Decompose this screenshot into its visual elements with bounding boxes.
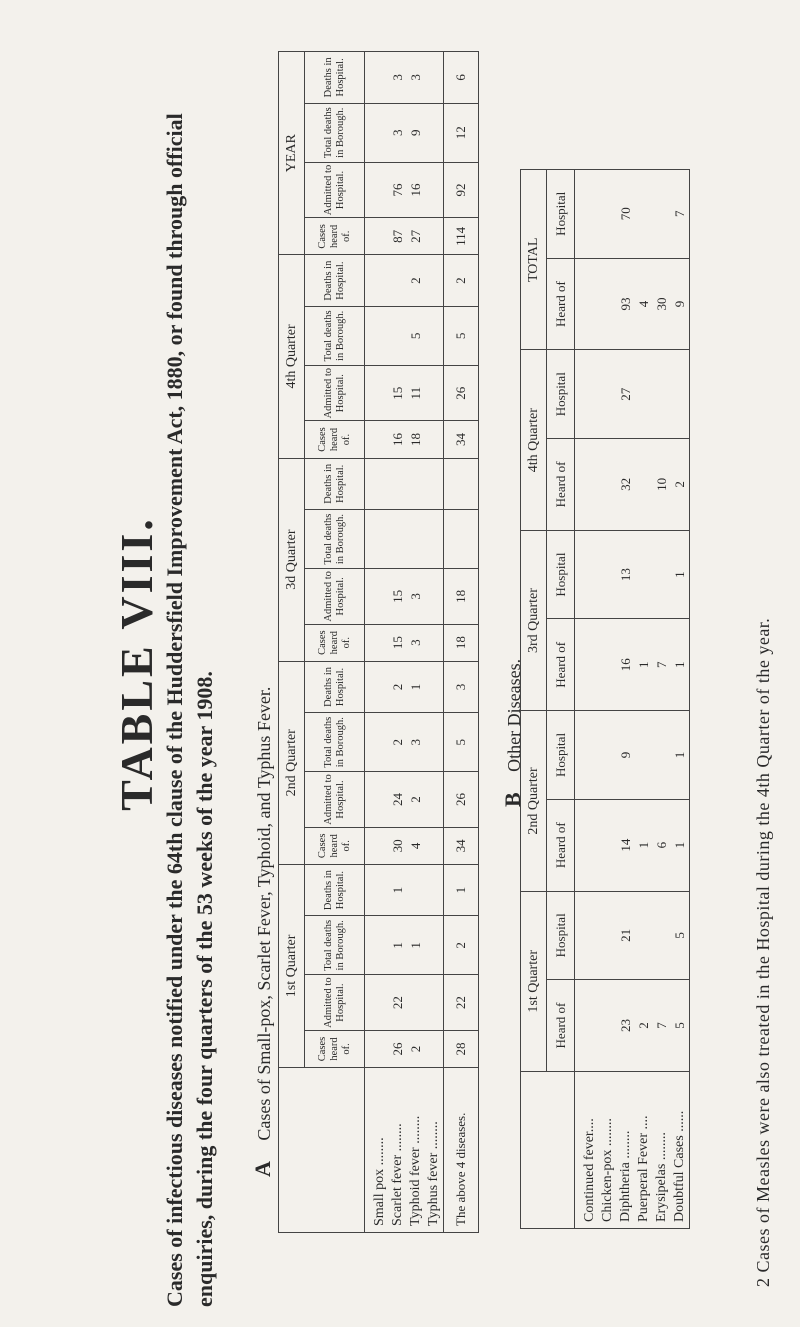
footnote: 2 Cases of Measles were also treated in the Hospital during the 4th Quarter of the year. (753, 617, 773, 1287)
total-cell: 26 (444, 365, 479, 421)
cell (371, 1031, 389, 1067)
data-column (575, 711, 690, 799)
cell (407, 510, 425, 568)
cell (635, 439, 653, 530)
data-column (365, 661, 444, 713)
cell: 70 (618, 207, 633, 221)
column-header: Total deaths in Borough. (305, 916, 365, 975)
data-column (575, 350, 690, 438)
cell (389, 459, 407, 510)
cell: 3 (390, 129, 405, 136)
total-cell: 22 (444, 975, 479, 1031)
cell (425, 865, 443, 916)
cell (425, 52, 443, 103)
cell (371, 366, 389, 421)
column-header: Hospital (547, 530, 575, 618)
row-label: Erysipelas ........ (654, 1132, 669, 1222)
column-header: Deaths in Hospital. (305, 458, 365, 510)
row-label: Diphtheria ........ (618, 1130, 633, 1222)
column-header: Deaths in Hospital. (305, 864, 365, 916)
cell (371, 916, 389, 974)
group-header: 2nd Quarter (279, 661, 305, 864)
cell (581, 439, 599, 530)
group-header: 3d Quarter (279, 458, 305, 661)
data-column (365, 864, 444, 916)
cell (599, 800, 617, 891)
cell: 26 (390, 1042, 405, 1056)
data-column (575, 530, 690, 618)
cell: 3 (408, 738, 423, 746)
row-label: Small pox ........ (372, 1137, 387, 1226)
data-column (575, 619, 690, 711)
cell (371, 865, 389, 916)
total-cell: 12 (444, 103, 479, 162)
total-cell: 92 (444, 162, 479, 218)
data-column (365, 510, 444, 569)
cell (371, 772, 389, 827)
column-header: Cases heard of. (305, 624, 365, 661)
data-column (365, 772, 444, 828)
cell (407, 865, 425, 916)
group-header: 2nd Quarter (521, 711, 547, 891)
cell: 15 (390, 589, 405, 603)
cell (425, 459, 443, 510)
total-cell: 2 (444, 916, 479, 975)
cell (425, 218, 443, 254)
cell (581, 980, 599, 1071)
cell (425, 569, 443, 624)
cell (653, 892, 671, 979)
total-label: The above 4 diseases. (444, 1068, 479, 1233)
total-cell: 114 (444, 218, 479, 255)
total-cell: 18 (444, 624, 479, 661)
group-header: TOTAL (521, 170, 547, 351)
cell: 16 (390, 433, 405, 447)
data-column (365, 975, 444, 1031)
cell: 10 (654, 477, 669, 491)
data-column (365, 365, 444, 421)
cell (425, 975, 443, 1030)
data-column (575, 980, 690, 1072)
total-cell: 5 (444, 306, 479, 365)
cell: 2 (636, 1022, 651, 1029)
cell: 11 (408, 386, 423, 400)
cell: 2 (672, 481, 687, 488)
cell: 30 (390, 839, 405, 853)
cell (581, 259, 599, 350)
column-header: Hospital (547, 711, 575, 799)
cell (653, 170, 671, 258)
row-label: Continued fever.... (582, 1118, 597, 1222)
total-cell: 5 (444, 713, 479, 772)
cell: 6 (654, 841, 669, 849)
cell (599, 351, 617, 438)
page-subtitle: Cases of infectious diseases notified under the 64th clause of the Huddersfield Improvement Act, 1880, or found through official enquiries, during the four quarters of the 53 weeks of the year 1908. (162, 113, 217, 1307)
column-header: Heard of (547, 799, 575, 891)
group-header: 3rd Quarter (521, 530, 547, 710)
cell: 7 (672, 210, 687, 218)
table-a-body (365, 52, 444, 1233)
cell (371, 713, 389, 771)
cell (425, 625, 443, 661)
cell (425, 510, 443, 568)
cell (389, 510, 407, 568)
page-title: TABLE VIII. (111, 516, 162, 811)
cell (653, 711, 671, 798)
column-header: Admitted to Hospital. (305, 569, 365, 625)
cell: 32 (618, 477, 633, 491)
cell (581, 351, 599, 438)
cell (581, 711, 599, 798)
cell: 93 (618, 297, 633, 311)
data-column (365, 306, 444, 365)
cell: 1 (672, 571, 687, 578)
cell: 1 (390, 886, 405, 894)
cell: 14 (618, 838, 633, 852)
cell: 24 (390, 793, 405, 806)
cell (371, 569, 389, 624)
data-column (575, 891, 690, 979)
column-header: Cases heard of. (305, 421, 365, 458)
cell: 27 (408, 229, 423, 243)
group-header: 1st Quarter (521, 891, 547, 1071)
table-a-total-row (444, 52, 479, 1233)
cell (407, 975, 425, 1030)
cell (599, 439, 617, 530)
cell: 16 (408, 183, 423, 197)
cell (425, 916, 443, 974)
table-b-body (575, 170, 690, 1229)
total-cell: 26 (444, 772, 479, 828)
column-header: Deaths in Hospital. (305, 255, 365, 307)
section-a-letter: A (250, 1161, 275, 1177)
data-column (575, 438, 690, 530)
total-cell: 18 (444, 569, 479, 625)
data-column (365, 569, 444, 625)
cell (581, 892, 599, 979)
data-column (365, 255, 444, 307)
cell: 2 (408, 1045, 423, 1053)
cell (635, 711, 653, 798)
cell: 2 (408, 796, 423, 803)
column-header: Hospital (547, 350, 575, 438)
cell: 5 (672, 932, 687, 939)
cell (371, 662, 389, 713)
row-labels (365, 1068, 444, 1233)
row-label: Scarlet fever ........ (390, 1123, 405, 1226)
cell: 1 (390, 942, 405, 949)
data-column (365, 1030, 444, 1067)
cell (635, 170, 653, 258)
cell (389, 307, 407, 365)
cell: 1 (672, 661, 687, 669)
cell (653, 351, 671, 438)
row-label: Typhoid fever ........ (408, 1115, 423, 1226)
cell (599, 619, 617, 710)
table-a (278, 51, 479, 1233)
total-cell: 28 (444, 1030, 479, 1067)
data-column (365, 52, 444, 104)
cell (599, 892, 617, 979)
data-column (365, 624, 444, 661)
data-column (575, 799, 690, 891)
column-header: Deaths in Hospital. (305, 661, 365, 713)
cell (371, 421, 389, 457)
cell (425, 1031, 443, 1067)
section-a-caption: Cases of Small-pox, Scarlet Fever, Typhoid, and Typhus Fever. (254, 686, 274, 1141)
cell (425, 772, 443, 827)
cell: 1 (636, 661, 651, 669)
column-header: Heard of (547, 258, 575, 350)
cell: 1 (672, 751, 687, 759)
cell: 2 (408, 277, 423, 284)
total-cell: 6 (444, 52, 479, 104)
cell: 13 (618, 568, 633, 582)
data-column (365, 458, 444, 510)
column-header: Cases heard of. (305, 218, 365, 255)
cell: 5 (408, 332, 423, 340)
cell: 3 (408, 593, 423, 600)
total-cell: 34 (444, 827, 479, 864)
row-labels (575, 1072, 690, 1229)
cell (599, 711, 617, 798)
cell: 87 (390, 229, 405, 243)
total-cell (444, 510, 479, 569)
column-header: Hospital (547, 170, 575, 259)
cell: 76 (390, 183, 405, 197)
cell (425, 163, 443, 218)
cell: 15 (390, 386, 405, 400)
cell (599, 980, 617, 1071)
cell (635, 892, 653, 979)
cell (425, 366, 443, 421)
table-b-corner (521, 1072, 575, 1229)
cell: 21 (618, 928, 633, 942)
cell (371, 510, 389, 568)
cell: 9 (408, 129, 423, 136)
cell: 5 (672, 1022, 687, 1029)
cell (371, 307, 389, 365)
cell (371, 828, 389, 864)
cell: 3 (408, 639, 423, 646)
cell: 9 (672, 300, 687, 308)
section-b-caption: Other Diseases. (504, 658, 524, 772)
cell (371, 625, 389, 661)
data-column (575, 258, 690, 350)
cell (581, 170, 599, 258)
column-header: Total deaths in Borough. (305, 103, 365, 162)
section-a-heading (250, 687, 276, 1177)
column-header: Hospital (547, 891, 575, 979)
cell: 4 (408, 842, 423, 850)
cell: 16 (618, 658, 633, 672)
cell (371, 459, 389, 510)
cell (407, 459, 425, 510)
cell (425, 104, 443, 162)
cell: 1 (408, 683, 423, 691)
column-header: Admitted to Hospital. (305, 162, 365, 218)
data-column (365, 218, 444, 255)
group-header: 1st Quarter (279, 864, 305, 1067)
cell: 7 (654, 1022, 669, 1029)
section-b-letter: B (500, 792, 525, 807)
row-label: Chicken-pox ........ (600, 1118, 615, 1222)
cell (653, 531, 671, 618)
cell (599, 170, 617, 258)
column-header: Heard of (547, 980, 575, 1072)
cell (581, 619, 599, 710)
cell: 18 (408, 433, 423, 447)
column-header: Cases heard of. (305, 1030, 365, 1067)
cell: 15 (390, 636, 405, 650)
column-header: Admitted to Hospital. (305, 772, 365, 828)
total-cell: 3 (444, 661, 479, 713)
cell: 2 (390, 738, 405, 746)
cell (581, 531, 599, 618)
cell (635, 351, 653, 438)
cell (371, 218, 389, 254)
data-column (365, 827, 444, 864)
data-column (365, 421, 444, 458)
column-header: Admitted to Hospital. (305, 975, 365, 1031)
group-header: 4th Quarter (279, 255, 305, 458)
cell: 1 (672, 841, 687, 849)
cell: 1 (408, 942, 423, 949)
row-label: Doubtful Cases ...... (672, 1110, 687, 1222)
row-label: Puerperal Fever .... (636, 1115, 651, 1222)
total-cell: 34 (444, 421, 479, 458)
column-header: Total deaths in Borough. (305, 713, 365, 772)
group-header: 4th Quarter (521, 350, 547, 530)
cell: 1 (636, 841, 651, 849)
cell: 9 (618, 751, 633, 759)
cell (425, 421, 443, 457)
cell (425, 307, 443, 365)
cell (425, 713, 443, 771)
table-a-corner (279, 1068, 365, 1233)
cell: 2 (390, 683, 405, 691)
column-header: Total deaths in Borough. (305, 510, 365, 569)
column-header: Total deaths in Borough. (305, 306, 365, 365)
cell: 3 (408, 74, 423, 81)
cell (425, 255, 443, 306)
cell (371, 52, 389, 103)
cell (371, 104, 389, 162)
cell: 7 (654, 661, 669, 669)
table-b (520, 169, 690, 1229)
data-column (575, 170, 690, 259)
total-cell: 1 (444, 864, 479, 916)
cell: 27 (618, 387, 633, 401)
cell (371, 163, 389, 218)
cell (371, 255, 389, 306)
cell: 23 (618, 1019, 633, 1033)
cell (581, 800, 599, 891)
cell (635, 531, 653, 618)
column-header: Deaths in Hospital. (305, 52, 365, 104)
column-header: Heard of (547, 619, 575, 711)
data-column (365, 103, 444, 162)
group-header: YEAR (279, 52, 305, 255)
cell (599, 259, 617, 350)
cell: 4 (636, 300, 651, 308)
row-label: Typhus fever ........ (426, 1121, 441, 1226)
data-column (365, 162, 444, 218)
cell (425, 662, 443, 713)
cell (599, 531, 617, 618)
total-cell (444, 458, 479, 510)
data-column (365, 713, 444, 772)
cell: 30 (654, 297, 669, 311)
cell (371, 975, 389, 1030)
column-header: Cases heard of. (305, 827, 365, 864)
column-header: Admitted to Hospital. (305, 365, 365, 421)
cell: 3 (390, 74, 405, 81)
cell (425, 828, 443, 864)
column-header: Heard of (547, 438, 575, 530)
cell: 22 (390, 996, 405, 1010)
cell (389, 255, 407, 306)
cell (671, 351, 689, 438)
total-cell: 2 (444, 255, 479, 307)
data-column (365, 916, 444, 975)
